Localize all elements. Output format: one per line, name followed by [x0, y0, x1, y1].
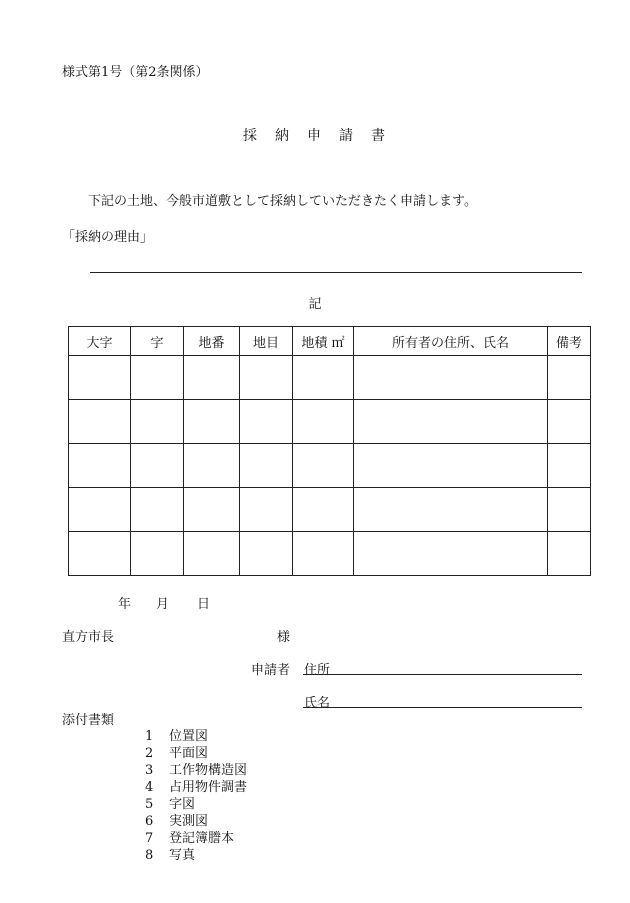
- table-cell[interactable]: [131, 400, 184, 444]
- col-owner: 所有者の住所、氏名: [354, 327, 548, 356]
- attachment-label: 字図: [169, 797, 196, 812]
- table-cell[interactable]: [69, 532, 131, 576]
- attachment-label: 工作物構造図: [169, 763, 248, 778]
- attachment-number: 4: [145, 780, 154, 795]
- table-cell[interactable]: [184, 444, 240, 488]
- table-cell[interactable]: [548, 532, 591, 576]
- list-item: [145, 847, 247, 864]
- attachment-label: 登記簿謄本: [169, 831, 235, 846]
- col-chimoku: 地目: [240, 327, 293, 356]
- attachment-number: 2: [145, 746, 154, 761]
- attachment-number: 5: [145, 797, 154, 812]
- table-cell[interactable]: [548, 356, 591, 400]
- attachment-number: 8: [145, 848, 154, 863]
- attachment-label: 占用物件調書: [169, 780, 248, 795]
- recipient-mayor: 直方市長: [62, 630, 115, 645]
- table-cell[interactable]: [354, 356, 548, 400]
- table-cell[interactable]: [240, 488, 293, 532]
- table-cell[interactable]: [131, 444, 184, 488]
- list-item: [145, 762, 247, 779]
- table-cell[interactable]: [69, 400, 131, 444]
- table-row: [69, 356, 591, 400]
- table-cell[interactable]: [69, 356, 131, 400]
- day-label: 日: [197, 597, 211, 612]
- table-cell[interactable]: [69, 488, 131, 532]
- ki-heading: 記: [308, 297, 322, 312]
- table-cell[interactable]: [184, 400, 240, 444]
- table-cell[interactable]: [293, 400, 354, 444]
- recipient-honorific: 様: [277, 630, 291, 645]
- year-label: 年: [118, 597, 132, 612]
- list-item: [145, 728, 247, 745]
- table-cell[interactable]: [354, 444, 548, 488]
- table-cell[interactable]: [240, 532, 293, 576]
- reason-label: 「採納の理由」: [62, 230, 154, 245]
- table-row: [69, 532, 591, 576]
- table-header-row: [69, 327, 591, 356]
- attachment-label: 写真: [169, 848, 196, 863]
- name-label: 氏名: [304, 696, 331, 711]
- table-row: [69, 488, 591, 532]
- list-item: [145, 745, 247, 762]
- table-cell[interactable]: [548, 488, 591, 532]
- col-chiseki: 地積 ㎡: [293, 327, 354, 356]
- attachments-list: [145, 728, 247, 864]
- table-cell[interactable]: [548, 400, 591, 444]
- col-remarks: 備考: [548, 327, 591, 356]
- table-cell[interactable]: [354, 532, 548, 576]
- table-cell[interactable]: [240, 356, 293, 400]
- table-cell[interactable]: [131, 356, 184, 400]
- table-cell[interactable]: [354, 488, 548, 532]
- table-cell[interactable]: [240, 400, 293, 444]
- attachment-number: 7: [145, 831, 154, 846]
- table-cell[interactable]: [293, 444, 354, 488]
- table-cell[interactable]: [293, 532, 354, 576]
- col-aza: 字: [131, 327, 184, 356]
- table-cell[interactable]: [131, 532, 184, 576]
- applicant-label: 申請者: [251, 663, 291, 678]
- attachment-number: 3: [145, 763, 154, 778]
- address-label: 住所: [304, 663, 331, 678]
- table-cell[interactable]: [354, 400, 548, 444]
- table-cell[interactable]: [548, 444, 591, 488]
- month-label: 月: [156, 597, 170, 612]
- list-item: [145, 796, 247, 813]
- table-row: [69, 400, 591, 444]
- reason-input-line[interactable]: [90, 272, 582, 273]
- form-number: 様式第1号（第2条関係）: [62, 65, 209, 80]
- request-statement: 下記の土地、今般市道敷として採納していただきたく申請します。: [88, 194, 477, 209]
- attachments-heading: 添付書類: [62, 713, 115, 728]
- list-item: [145, 813, 247, 830]
- attachment-number: 6: [145, 814, 154, 829]
- name-field-line[interactable]: [303, 707, 582, 708]
- table-cell[interactable]: [184, 488, 240, 532]
- date-line: [118, 593, 210, 612]
- col-oaza: 大字: [69, 327, 131, 356]
- list-item: [145, 779, 247, 796]
- attachment-label: 平面図: [169, 746, 209, 761]
- attachment-label: 位置図: [169, 729, 209, 744]
- attachment-number: 1: [145, 729, 154, 744]
- table-cell[interactable]: [240, 444, 293, 488]
- table-cell[interactable]: [131, 488, 184, 532]
- land-table: [68, 326, 591, 576]
- col-chiban: 地番: [184, 327, 240, 356]
- page-title: 採 納 申 請 書: [243, 128, 387, 144]
- attachment-label: 実測図: [169, 814, 209, 829]
- table-cell[interactable]: [184, 532, 240, 576]
- table-row: [69, 444, 591, 488]
- list-item: [145, 830, 247, 847]
- address-field-line[interactable]: [303, 674, 582, 675]
- table-cell[interactable]: [69, 444, 131, 488]
- table-cell[interactable]: [184, 356, 240, 400]
- table-cell[interactable]: [293, 488, 354, 532]
- table-cell[interactable]: [293, 356, 354, 400]
